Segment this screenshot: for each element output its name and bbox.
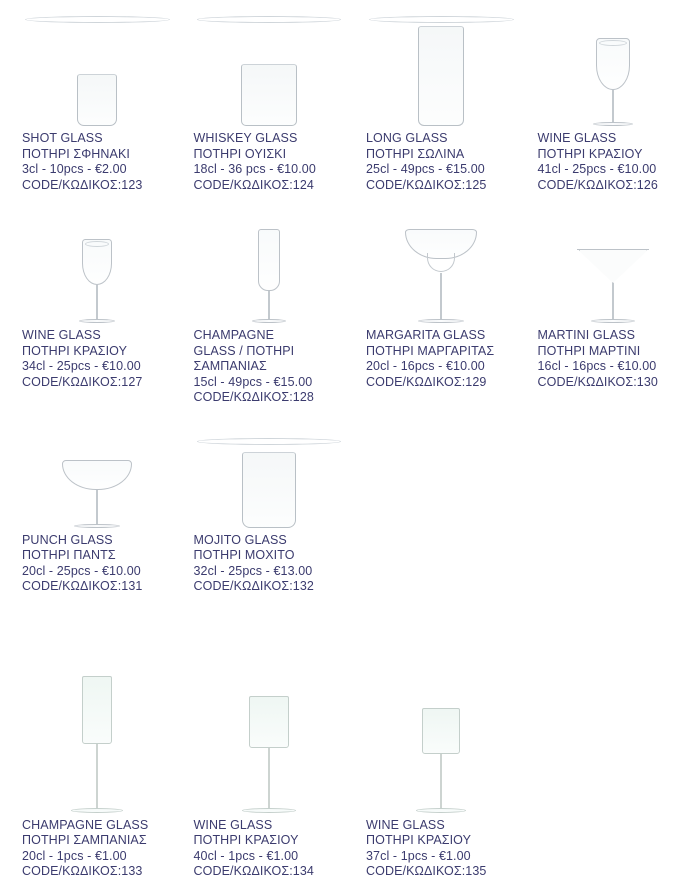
product-name-el: ΠΟΤΗΡΙ ΟΥΙΣΚΙ (194, 147, 345, 163)
product-code: CODE/ΚΩΔΙΚΟΣ:125 (366, 178, 517, 194)
product-code: CODE/ΚΩΔΙΚΟΣ:134 (194, 864, 345, 880)
margarita-glass-icon (366, 207, 517, 323)
product-name-el: ΣΑΜΠΑΝΙΑΣ (194, 359, 345, 375)
product-caption (194, 126, 345, 193)
product-name-en: LONG GLASS (366, 131, 517, 147)
long-drink-glass-icon (366, 14, 517, 126)
product-name-en: SHOT GLASS (22, 131, 173, 147)
product-spec: 37cl - 1pcs - €1.00 (366, 849, 517, 865)
product-caption (22, 528, 173, 595)
product-name-en: WHISKEY GLASS (194, 131, 345, 147)
product-card[interactable] (194, 207, 345, 406)
mojito-glass-icon (194, 436, 345, 528)
wine-glass-icon (538, 14, 688, 126)
champagne-flute-icon (194, 207, 345, 323)
product-code: CODE/ΚΩΔΙΚΟΣ:124 (194, 178, 345, 194)
product-name-en: PUNCH GLASS (22, 533, 173, 549)
product-code: CODE/ΚΩΔΙΚΟΣ:135 (366, 864, 517, 880)
wine-glass-icon (22, 207, 173, 323)
square-wine-glass-icon (194, 617, 345, 813)
product-name-el: ΠΟΤΗΡΙ ΚΡΑΣΙΟΥ (194, 833, 345, 849)
product-card[interactable] (366, 207, 517, 406)
product-name-el: ΠΟΤΗΡΙ ΣΩΛΙΝΑ (366, 147, 517, 163)
product-name-el: ΠΟΤΗΡΙ ΣΑΜΠΑΝΙΑΣ (22, 833, 173, 849)
product-spec: 15cl - 49pcs - €15.00 (194, 375, 345, 391)
product-caption (366, 126, 517, 193)
product-name-el: ΠΟΤΗΡΙ ΚΡΑΣΙΟΥ (366, 833, 517, 849)
product-code: CODE/ΚΩΔΙΚΟΣ:123 (22, 178, 173, 194)
product-card[interactable] (22, 436, 173, 595)
punch-coupe-glass-icon (22, 436, 173, 528)
product-spec: 25cl - 49pcs - €15.00 (366, 162, 517, 178)
product-name-en-line2: GLASS / ΠΟΤΗΡΙ (194, 344, 345, 360)
product-caption (22, 813, 173, 880)
product-name-en: WINE GLASS (538, 131, 688, 147)
product-caption (538, 126, 688, 193)
product-name-en: MOJITO GLASS (194, 533, 345, 549)
product-card[interactable] (194, 617, 345, 880)
product-spec: 20cl - 25pcs - €10.00 (22, 564, 173, 580)
product-row (0, 436, 688, 595)
product-caption (194, 528, 345, 595)
product-code: CODE/ΚΩΔΙΚΟΣ:133 (22, 864, 173, 880)
product-name-en: MARTINI GLASS (538, 328, 688, 344)
martini-glass-icon (538, 207, 688, 323)
product-code: CODE/ΚΩΔΙΚΟΣ:131 (22, 579, 173, 595)
product-name-el: ΠΟΤΗΡΙ ΜΑΡΓΑΡΙΤΑΣ (366, 344, 517, 360)
product-code: CODE/ΚΩΔΙΚΟΣ:126 (538, 178, 688, 194)
product-catalog (0, 14, 688, 848)
square-champagne-glass-icon (22, 617, 173, 813)
product-name-en: WINE GLASS (366, 818, 517, 834)
product-card-empty (538, 436, 688, 595)
product-row (0, 617, 688, 880)
product-spec: 20cl - 16pcs - €10.00 (366, 359, 517, 375)
product-card[interactable] (538, 207, 688, 406)
product-card[interactable] (22, 617, 173, 880)
product-name-en: WINE GLASS (194, 818, 345, 834)
square-wine-glass-icon (366, 617, 517, 813)
product-spec: 20cl - 1pcs - €1.00 (22, 849, 173, 865)
product-name-el: ΠΟΤΗΡΙ ΠΑΝΤΣ (22, 548, 173, 564)
product-card[interactable] (194, 14, 345, 193)
product-name-en: CHAMPAGNE (194, 328, 345, 344)
product-card[interactable] (538, 14, 688, 193)
product-card-empty (366, 436, 517, 595)
product-card[interactable] (194, 436, 345, 595)
product-card[interactable] (22, 14, 173, 193)
product-name-el: ΠΟΤΗΡΙ ΜΟΧΙΤΟ (194, 548, 345, 564)
product-spec: 40cl - 1pcs - €1.00 (194, 849, 345, 865)
product-name-el: ΠΟΤΗΡΙ ΚΡΑΣΙΟΥ (22, 344, 173, 360)
product-card[interactable] (366, 617, 517, 880)
product-spec: 18cl - 36 pcs - €10.00 (194, 162, 345, 178)
product-spec: 34cl - 25pcs - €10.00 (22, 359, 173, 375)
product-caption (22, 323, 173, 390)
product-code: CODE/ΚΩΔΙΚΟΣ:127 (22, 375, 173, 391)
product-card-empty (538, 617, 688, 880)
product-name-en: MARGARITA GLASS (366, 328, 517, 344)
product-code: CODE/ΚΩΔΙΚΟΣ:128 (194, 390, 345, 406)
product-row (0, 207, 688, 406)
product-caption (22, 126, 173, 193)
product-caption (538, 323, 688, 390)
product-caption (366, 323, 517, 390)
product-row (0, 14, 688, 193)
product-caption (194, 323, 345, 406)
product-spec: 16cl - 16pcs - €10.00 (538, 359, 688, 375)
product-card[interactable] (366, 14, 517, 193)
product-spec: 32cl - 25pcs - €13.00 (194, 564, 345, 580)
product-spec: 3cl - 10pcs - €2.00 (22, 162, 173, 178)
product-card[interactable] (22, 207, 173, 406)
shot-glass-icon (22, 14, 173, 126)
product-name-el: ΠΟΤΗΡΙ ΣΦΗΝΑΚΙ (22, 147, 173, 163)
product-name-en: WINE GLASS (22, 328, 173, 344)
product-code: CODE/ΚΩΔΙΚΟΣ:129 (366, 375, 517, 391)
whiskey-glass-icon (194, 14, 345, 126)
product-name-el: ΠΟΤΗΡΙ ΜΑΡΤΙΝΙ (538, 344, 688, 360)
product-caption (366, 813, 517, 880)
product-name-en: CHAMPAGNE GLASS (22, 818, 173, 834)
product-code: CODE/ΚΩΔΙΚΟΣ:132 (194, 579, 345, 595)
product-code: CODE/ΚΩΔΙΚΟΣ:130 (538, 375, 688, 391)
product-name-el: ΠΟΤΗΡΙ ΚΡΑΣΙΟΥ (538, 147, 688, 163)
product-spec: 41cl - 25pcs - €10.00 (538, 162, 688, 178)
product-caption (194, 813, 345, 880)
